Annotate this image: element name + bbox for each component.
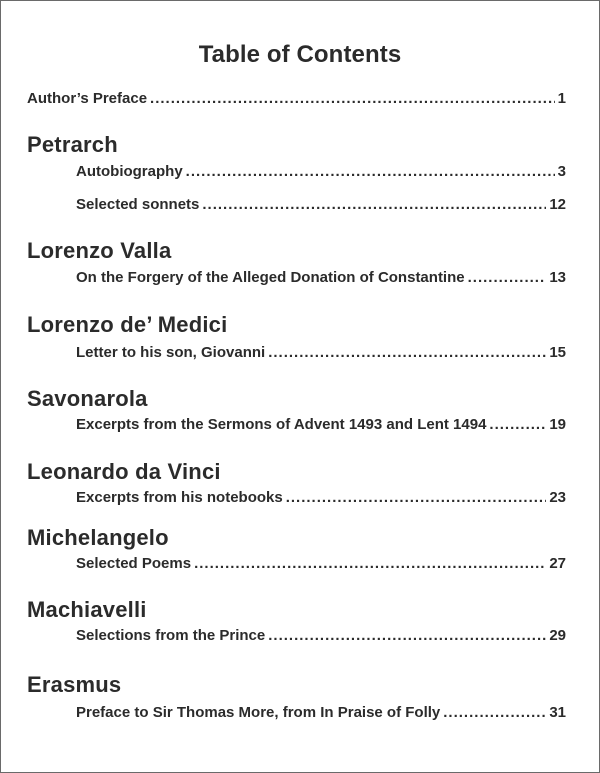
dot-leader <box>268 627 546 644</box>
dot-leader <box>186 163 555 180</box>
toc-entry-label: Author’s Preface <box>27 90 148 107</box>
dot-leader <box>468 269 547 286</box>
dot-leader <box>194 555 546 572</box>
toc-entry-label: Selected sonnets <box>76 196 200 213</box>
toc-entry-page: 31 <box>549 704 566 721</box>
section-heading-lorenzo-valla: Lorenzo Valla <box>27 238 172 263</box>
toc-entry-page: 13 <box>549 269 566 286</box>
toc-entry-label: Autobiography <box>76 163 183 180</box>
toc-entry-label: Excerpts from his notebooks <box>76 489 283 506</box>
toc-entry-selected-poems[interactable] <box>76 555 566 572</box>
toc-entry-page: 19 <box>549 416 566 433</box>
toc-entry-page: 1 <box>557 90 566 107</box>
toc-entry-donation-of-constantine[interactable] <box>76 269 566 286</box>
toc-entry-page: 3 <box>557 163 566 180</box>
toc-entry-page: 15 <box>549 344 566 361</box>
toc-entry-label: Excerpts from the Sermons of Advent 1493 and Lent 1494 <box>76 416 487 433</box>
dot-leader <box>150 90 555 107</box>
section-heading-michelangelo: Michelangelo <box>27 525 169 550</box>
page-title: Table of Contents <box>198 41 402 68</box>
toc-entry-label: Selected Poems <box>76 555 192 572</box>
toc-entry-the-prince[interactable] <box>76 627 566 644</box>
toc-entry-page: 12 <box>549 196 566 213</box>
toc-entry-letter-to-giovanni[interactable] <box>76 344 566 361</box>
section-heading-erasmus: Erasmus <box>27 672 122 697</box>
section-heading-savonarola: Savonarola <box>27 386 148 411</box>
toc-entry-label: Preface to Sir Thomas More, from In Praise of Folly <box>76 704 441 721</box>
toc-entry-page: 29 <box>549 627 566 644</box>
toc-entry-label: Selections from the Prince <box>76 627 266 644</box>
toc-entry-label: On the Forgery of the Alleged Donation of Constantine <box>76 269 465 286</box>
toc-entry-page: 23 <box>549 489 566 506</box>
section-heading-lorenzo-de-medici: Lorenzo de’ Medici <box>27 312 228 337</box>
toc-entry-sermons[interactable] <box>76 416 566 433</box>
toc-entry-preface[interactable] <box>27 90 566 107</box>
toc-entry-page: 27 <box>549 555 566 572</box>
toc-entry-selected-sonnets[interactable] <box>76 196 566 213</box>
dot-leader <box>286 489 547 506</box>
toc-entry-praise-of-folly[interactable] <box>76 704 566 721</box>
dot-leader <box>443 704 546 721</box>
toc-entry-label: Letter to his son, Giovanni <box>76 344 266 361</box>
dot-leader <box>202 196 546 213</box>
section-heading-petrarch: Petrarch <box>27 132 118 157</box>
section-heading-leonardo-da-vinci: Leonardo da Vinci <box>27 459 221 484</box>
toc-entry-autobiography[interactable] <box>76 163 566 180</box>
dot-leader <box>489 416 546 433</box>
toc-entry-notebooks[interactable] <box>76 489 566 506</box>
section-heading-machiavelli: Machiavelli <box>27 597 147 622</box>
dot-leader <box>268 344 546 361</box>
